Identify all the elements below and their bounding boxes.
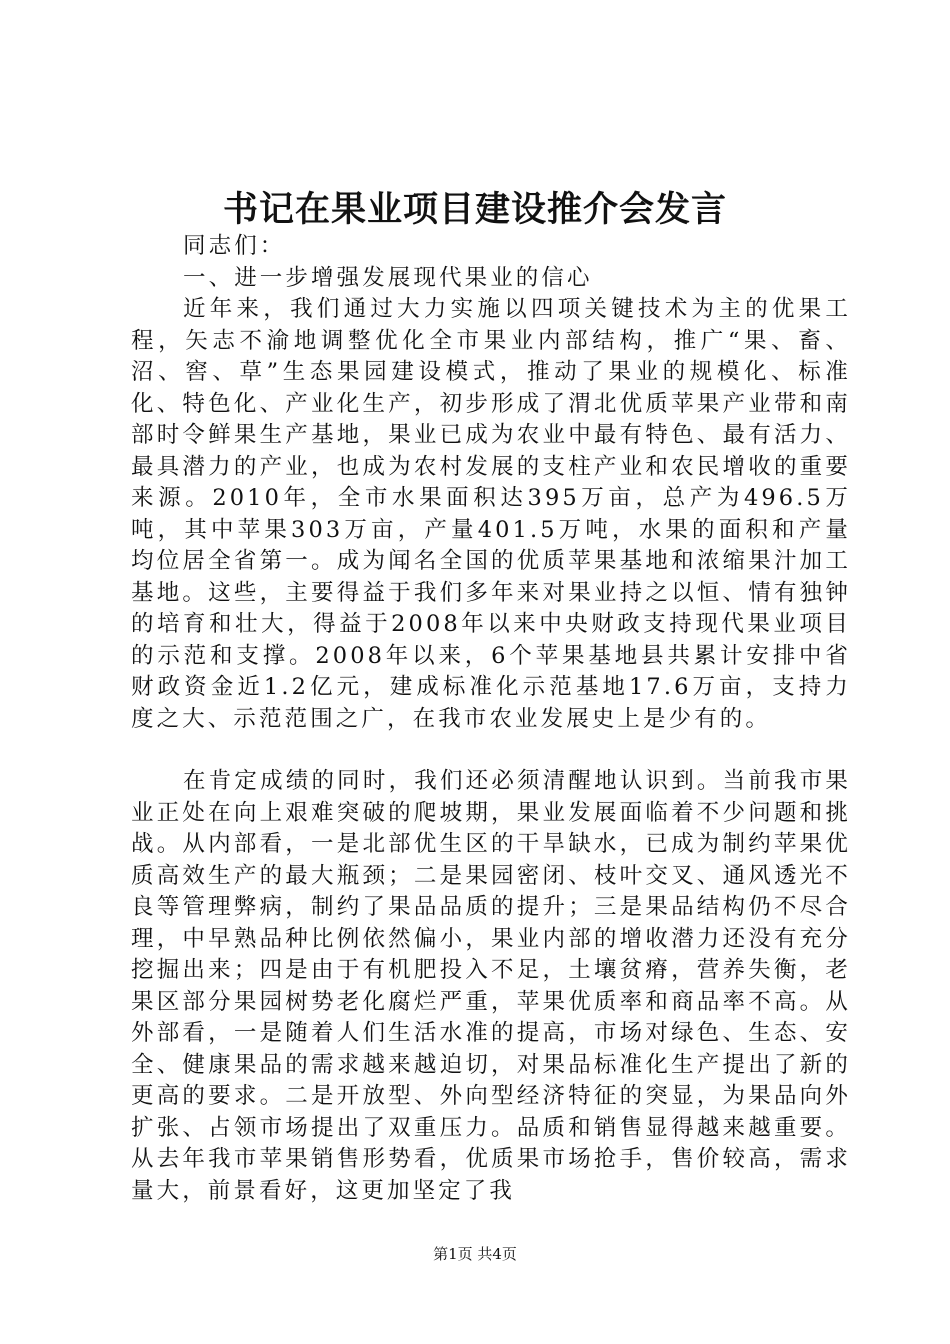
paragraph: 在肯定成绩的同时，我们还必须清醒地认识到。当前我市果业正处在向上艰难突破的爬坡期，果业发展面临着不少问题和挑战。从内部看，一是北部优生区的干旱缺水，已成为制约苹果优质高效生产的最大瓶颈；二是果园密闭、枝叶交叉、通风透光不良等管理弊病，制约了果品品质的提升；三是果品结构仍不尽合理，中早熟品种比例依然偏小，果业内部的增收潜力还没有充分挖掘出来；四是由于有机肥投入不足，土壤贫瘠，营养失衡，老果区部分果园树势老化腐烂严重，苹果优质率和商品率不高。从外部看，一是随着人们生活水准的提高，市场对绿色、生态、安全、健康果品的需求越来越迫切，对果品标准化生产提出了新的更高的要求。二是开放型、外向型经济特征的突显，为果品向外扩张、占领市场提出了双重压力。品质和销售显得越来越重要。从去年我市苹果销售形势看，优质果市场抢手，售价较高，需求量大，前景看好，这更加坚定了我 bbox=[131, 768, 851, 1204]
salutation: 同志们： bbox=[183, 233, 286, 259]
document-title: 书记在果业项目建设推介会发言 bbox=[222, 189, 727, 230]
document-body bbox=[131, 231, 851, 1207]
paragraph: 近年来，我们通过大力实施以四项关键技术为主的优果工程，矢志不渝地调整优化全市果业内部结构，推广“果、畜、沼、窖、草”生态果园建设模式，推动了果业的规模化、标准化、特色化、产业化生产，初步形成了渭北优质苹果产业带和南部时令鲜果生产基地，果业已成为农业中最有特色、最有活力、最具潜力的产业，也成为农村发展的支柱产业和农民增收的重要来源。2010年，全市水果面积达395万亩，总产为496.5万吨，其中苹果303万亩，产量401.5万吨，水果的面积和产量均位居全省第一。成为闻名全国的优质苹果基地和浓缩果汁加工基地。这些，主要得益于我们多年来对果业持之以恒、情有独钟的培育和壮大，得益于2008年以来中央财政支持现代果业项目的示范和支撑。2008年以来，6个苹果基地县共累计安排中省财政资金近1.2亿元，建成标准化示范基地17.6万亩，支持力度之大、示范范围之广，在我市农业发展史上是少有的。 bbox=[131, 296, 851, 732]
section-heading: 一、进一步增强发展现代果业的信心 bbox=[183, 264, 593, 291]
page-footer: 第1页 共4页 bbox=[433, 1245, 517, 1263]
